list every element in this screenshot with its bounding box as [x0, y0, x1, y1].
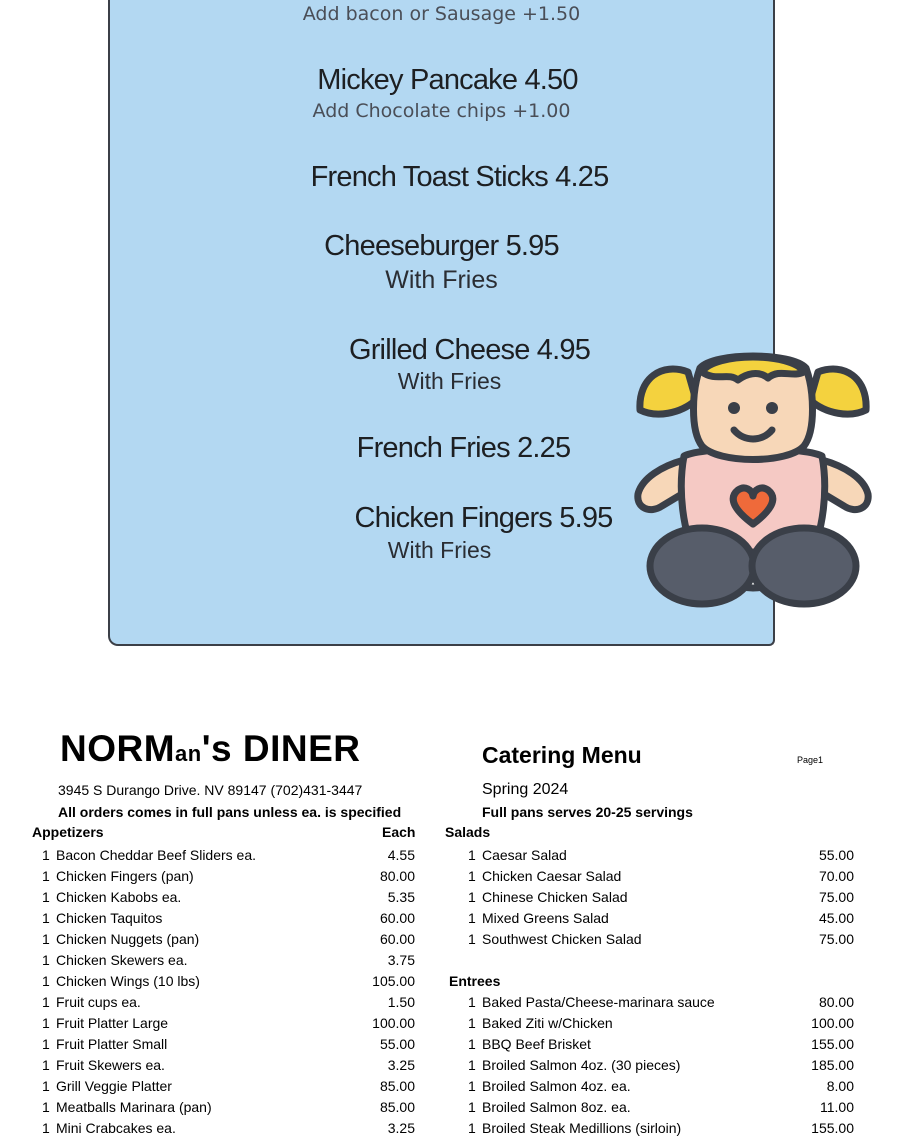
menu-row	[468, 887, 854, 907]
kids-item-french-fries: French Fries 2.25	[356, 432, 571, 464]
item-price: 100.00	[372, 1015, 415, 1031]
item-price: 8.00	[826, 1078, 854, 1094]
item-price: 11.00	[820, 1099, 854, 1115]
item-name: Fruit Skewers ea.	[56, 1057, 165, 1073]
item-qty: 1	[42, 931, 50, 947]
item-name: Fruit Platter Large	[56, 1015, 169, 1031]
item-qty: 1	[42, 1120, 50, 1136]
item-name: Mixed Greens Salad	[482, 910, 609, 926]
item-price: 100.00	[811, 1015, 854, 1031]
menu-row	[468, 1034, 854, 1054]
item-price: 45.00	[818, 910, 854, 926]
item-qty: 1	[42, 973, 50, 989]
kids-item-chicken-fingers-sub: With Fries	[387, 537, 492, 563]
item-price: 55.00	[818, 847, 854, 863]
item-price: 5.35	[387, 889, 415, 905]
item-price: 60.00	[379, 931, 415, 947]
menu-row	[468, 1013, 854, 1033]
address: 3945 S Durango Drive. NV 89147 (702)431-3447	[58, 782, 363, 798]
item-name: Chicken Nuggets (pan)	[56, 931, 200, 947]
item-qty: 1	[468, 931, 476, 947]
item-name: Bacon Cheddar Beef Sliders ea.	[56, 847, 257, 863]
item-qty: 1	[468, 1078, 476, 1094]
menu-row	[42, 866, 415, 886]
item-name: Grill Veggie Platter	[56, 1078, 172, 1094]
menu-row	[42, 950, 415, 970]
kids-item-grilled-cheese: Grilled Cheese 4.95	[348, 334, 591, 366]
page-label: Page1	[797, 755, 824, 765]
item-qty: 1	[468, 1099, 476, 1115]
kids-item-mickey-pancake: Mickey Pancake 4.50	[317, 64, 578, 96]
item-name: BBQ Beef Brisket	[482, 1036, 591, 1052]
item-qty: 1	[42, 1099, 50, 1115]
item-qty: 1	[42, 1078, 50, 1094]
item-price: 85.00	[379, 1099, 415, 1115]
item-qty: 1	[468, 1120, 476, 1136]
menu-row	[42, 1097, 415, 1117]
each-column-header: Each	[382, 824, 416, 840]
menu-row	[42, 845, 415, 865]
brand-big: NORM	[60, 728, 176, 769]
item-price: 75.00	[818, 889, 854, 905]
item-name: Baked Pasta/Cheese-marinara sauce	[482, 994, 715, 1010]
item-qty: 1	[42, 952, 50, 968]
menu-row	[468, 1055, 854, 1075]
menu-row	[468, 908, 854, 928]
kids-item-mickey-pancake-sub: Add Chocolate chips +1.00	[312, 100, 571, 122]
item-qty: 1	[468, 1057, 476, 1073]
item-price: 1.50	[387, 994, 415, 1010]
item-price: 185.00	[811, 1057, 854, 1073]
menu-row	[468, 1076, 854, 1096]
item-price: 80.00	[818, 994, 854, 1010]
item-name: Chicken Taquitos	[56, 910, 163, 926]
brand-small: an	[175, 741, 202, 766]
item-price: 70.00	[818, 868, 854, 884]
item-qty: 1	[42, 994, 50, 1010]
item-qty: 1	[42, 847, 50, 863]
item-qty: 1	[468, 994, 476, 1010]
item-name: Chicken Skewers ea.	[56, 952, 188, 968]
kids-item-french-toast: French Toast Sticks 4.25	[310, 161, 609, 193]
item-qty: 1	[42, 910, 50, 926]
season: Spring 2024	[482, 781, 569, 798]
menu-row	[42, 992, 415, 1012]
item-name: Chinese Chicken Salad	[482, 889, 628, 905]
item-qty: 1	[468, 1036, 476, 1052]
item-name: Broiled Salmon 4oz. (30 pieces)	[482, 1057, 681, 1073]
menu-row	[468, 929, 854, 949]
catering-title: Catering Menu	[482, 742, 642, 768]
menu-row	[468, 992, 854, 1012]
item-price: 155.00	[811, 1036, 854, 1052]
item-qty: 1	[468, 847, 476, 863]
item-price: 4.55	[387, 847, 415, 863]
kids-item-grilled-cheese-sub: With Fries	[397, 368, 502, 394]
item-price: 3.25	[387, 1120, 415, 1136]
menu-row	[42, 1055, 415, 1075]
item-name: Meatballs Marinara (pan)	[56, 1099, 212, 1115]
item-name: Fruit Platter Small	[56, 1036, 168, 1052]
menu-row	[42, 1118, 415, 1138]
item-qty: 1	[42, 889, 50, 905]
menu-row	[468, 845, 854, 865]
item-name: Caesar Salad	[482, 847, 567, 863]
kids-addon-text: Add bacon or Sausage +1.50	[302, 3, 581, 25]
brand-rest: 's DINER	[201, 728, 361, 769]
kids-item-cheeseburger: Cheeseburger 5.95	[324, 230, 559, 262]
item-name: Chicken Caesar Salad	[482, 868, 622, 884]
item-qty: 1	[42, 1036, 50, 1052]
item-price: 85.00	[379, 1078, 415, 1094]
menu-row	[42, 1034, 415, 1054]
menu-row	[42, 1013, 415, 1033]
item-name: Chicken Kabobs ea.	[56, 889, 182, 905]
item-price: 55.00	[379, 1036, 415, 1052]
item-qty: 1	[468, 1015, 476, 1031]
entrees-heading: Entrees	[449, 973, 501, 989]
menu-row	[42, 1076, 415, 1096]
item-name: Broiled Steak Medillions (sirloin)	[482, 1120, 682, 1136]
item-name: Broiled Salmon 4oz. ea.	[482, 1078, 631, 1094]
appetizers-heading: Appetizers	[32, 824, 104, 840]
menu-row	[42, 971, 415, 991]
item-price: 155.00	[811, 1120, 854, 1136]
item-name: Fruit cups ea.	[56, 994, 141, 1010]
item-name: Chicken Wings (10 lbs)	[56, 973, 200, 989]
serving-note: Full pans serves 20-25 servings	[482, 804, 693, 820]
menu-row	[468, 866, 854, 886]
item-name: Southwest Chicken Salad	[482, 931, 642, 947]
order-note: All orders comes in full pans unless ea. is specified	[58, 804, 402, 820]
menu-row	[468, 1118, 854, 1138]
item-price: 75.00	[818, 931, 854, 947]
item-name: Baked Ziti w/Chicken	[482, 1015, 613, 1031]
item-qty: 1	[468, 889, 476, 905]
item-name: Chicken Fingers (pan)	[56, 868, 194, 884]
item-name: Broiled Salmon 8oz. ea.	[482, 1099, 631, 1115]
diner-brand	[60, 728, 361, 770]
menu-row	[42, 908, 415, 928]
item-qty: 1	[468, 910, 476, 926]
item-price: 105.00	[372, 973, 415, 989]
item-price: 3.75	[387, 952, 415, 968]
item-price: 3.25	[387, 1057, 415, 1073]
item-qty: 1	[468, 868, 476, 884]
item-price: 60.00	[379, 910, 415, 926]
item-qty: 1	[42, 1057, 50, 1073]
item-qty: 1	[42, 868, 50, 884]
kids-item-chicken-fingers: Chicken Fingers 5.95	[354, 502, 613, 534]
menu-row	[42, 887, 415, 907]
menu-row	[468, 1097, 854, 1117]
item-name: Mini Crabcakes ea.	[56, 1120, 176, 1136]
item-qty: 1	[42, 1015, 50, 1031]
kids-item-cheeseburger-sub: With Fries	[385, 266, 498, 294]
item-price: 80.00	[379, 868, 415, 884]
menu-row	[42, 929, 415, 949]
salads-heading: Salads	[445, 824, 491, 840]
